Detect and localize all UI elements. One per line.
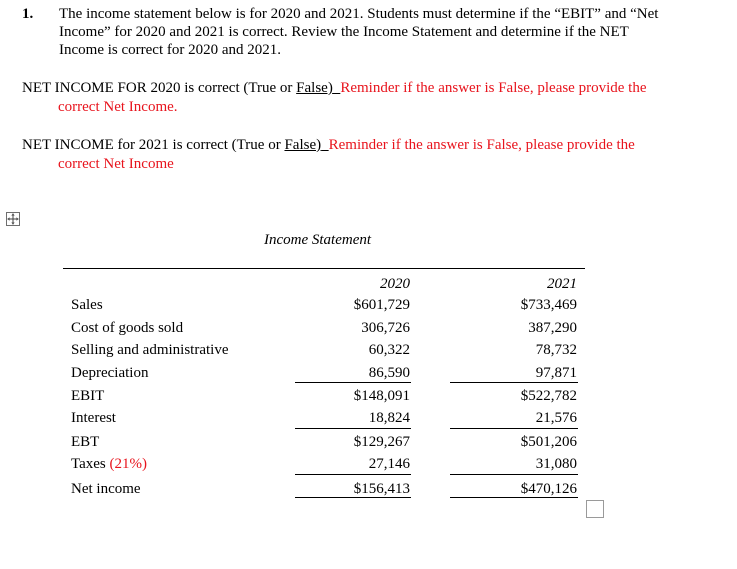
statement-2020-reminder-cont: correct Net Income. [58, 99, 178, 115]
net-rule-2020 [295, 474, 411, 475]
year-2020-header: 2020 [380, 276, 410, 292]
statement-2021-answer[interactable]: False) [284, 137, 322, 153]
row-label-interest: Interest [71, 410, 116, 426]
subtotal-rule-2021 [450, 382, 578, 383]
statement-2020-reminder: Reminder if the answer is False, please provide the [340, 80, 647, 96]
bottom-rule-2020 [295, 497, 411, 498]
ebt-2020: $129,267 [353, 434, 410, 450]
row-label-sga: Selling and administrative [71, 342, 229, 358]
taxes-label: Taxes [71, 456, 106, 472]
table-move-handle[interactable] [6, 212, 20, 226]
bottom-rule-2021 [450, 497, 578, 498]
statement-2020 [22, 80, 647, 97]
cogs-2021: 387,290 [528, 320, 577, 336]
net-income-2021: $470,126 [520, 481, 577, 497]
net-rule-2021 [450, 474, 578, 475]
row-label-cogs: Cost of goods sold [71, 320, 184, 336]
statement-2021-reminder: Reminder if the answer is False, please provide the [328, 137, 635, 153]
interest-2021: 21,576 [535, 410, 577, 426]
row-label-ebit: EBIT [71, 388, 105, 404]
ebit-2020: $148,091 [353, 388, 410, 404]
statement-2021-reminder-cont: correct Net Income [58, 156, 174, 172]
depreciation-2020: 86,590 [368, 365, 410, 381]
row-label-ebt: EBT [71, 434, 100, 450]
row-label-taxes [71, 456, 147, 473]
depreciation-2021: 97,871 [535, 365, 577, 381]
sga-2021: 78,732 [535, 342, 577, 358]
row-label-depreciation: Depreciation [71, 365, 149, 381]
subtotal-rule-2020 [295, 382, 411, 383]
statement-2021-gap [321, 137, 329, 153]
sales-2021: $733,469 [520, 297, 577, 313]
question-line-2: Income” for 2020 and 2021 is correct. Review the Income Statement and determine if the NET [59, 24, 629, 40]
table-resize-handle[interactable] [586, 500, 604, 518]
statement-2020-answer[interactable]: False) [296, 80, 333, 96]
question-number: 1. [22, 6, 34, 22]
year-2021-header: 2021 [547, 276, 577, 292]
statement-2021 [22, 137, 635, 154]
net-income-2020: $156,413 [353, 481, 410, 497]
statement-2021-prefix: NET INCOME for 2021 is correct (True or [22, 137, 285, 153]
ebt-2021: $501,206 [520, 434, 577, 450]
sales-2020: $601,729 [353, 297, 410, 313]
question-line-3: Income is correct for 2020 and 2021. [59, 42, 282, 58]
ebt-rule-2020 [295, 428, 411, 429]
cogs-2020: 306,726 [361, 320, 410, 336]
move-arrows-icon [7, 213, 19, 225]
interest-2020: 18,824 [368, 410, 410, 426]
statement-2020-prefix: NET INCOME FOR 2020 is correct (True or [22, 80, 297, 96]
ebit-2021: $522,782 [520, 388, 577, 404]
question-line-1: The income statement below is for 2020 and 2021. Students must determine if the “EBIT” and “Net [59, 6, 659, 22]
tax-rate: (21%) [109, 456, 148, 472]
row-label-net-income: Net income [71, 481, 141, 497]
row-label-sales: Sales [71, 297, 103, 313]
table-top-rule [63, 268, 585, 269]
taxes-2021: 31,080 [535, 456, 577, 472]
ebt-rule-2021 [450, 428, 578, 429]
sga-2020: 60,322 [368, 342, 410, 358]
table-title: Income Statement [264, 232, 372, 248]
taxes-2020: 27,146 [368, 456, 410, 472]
